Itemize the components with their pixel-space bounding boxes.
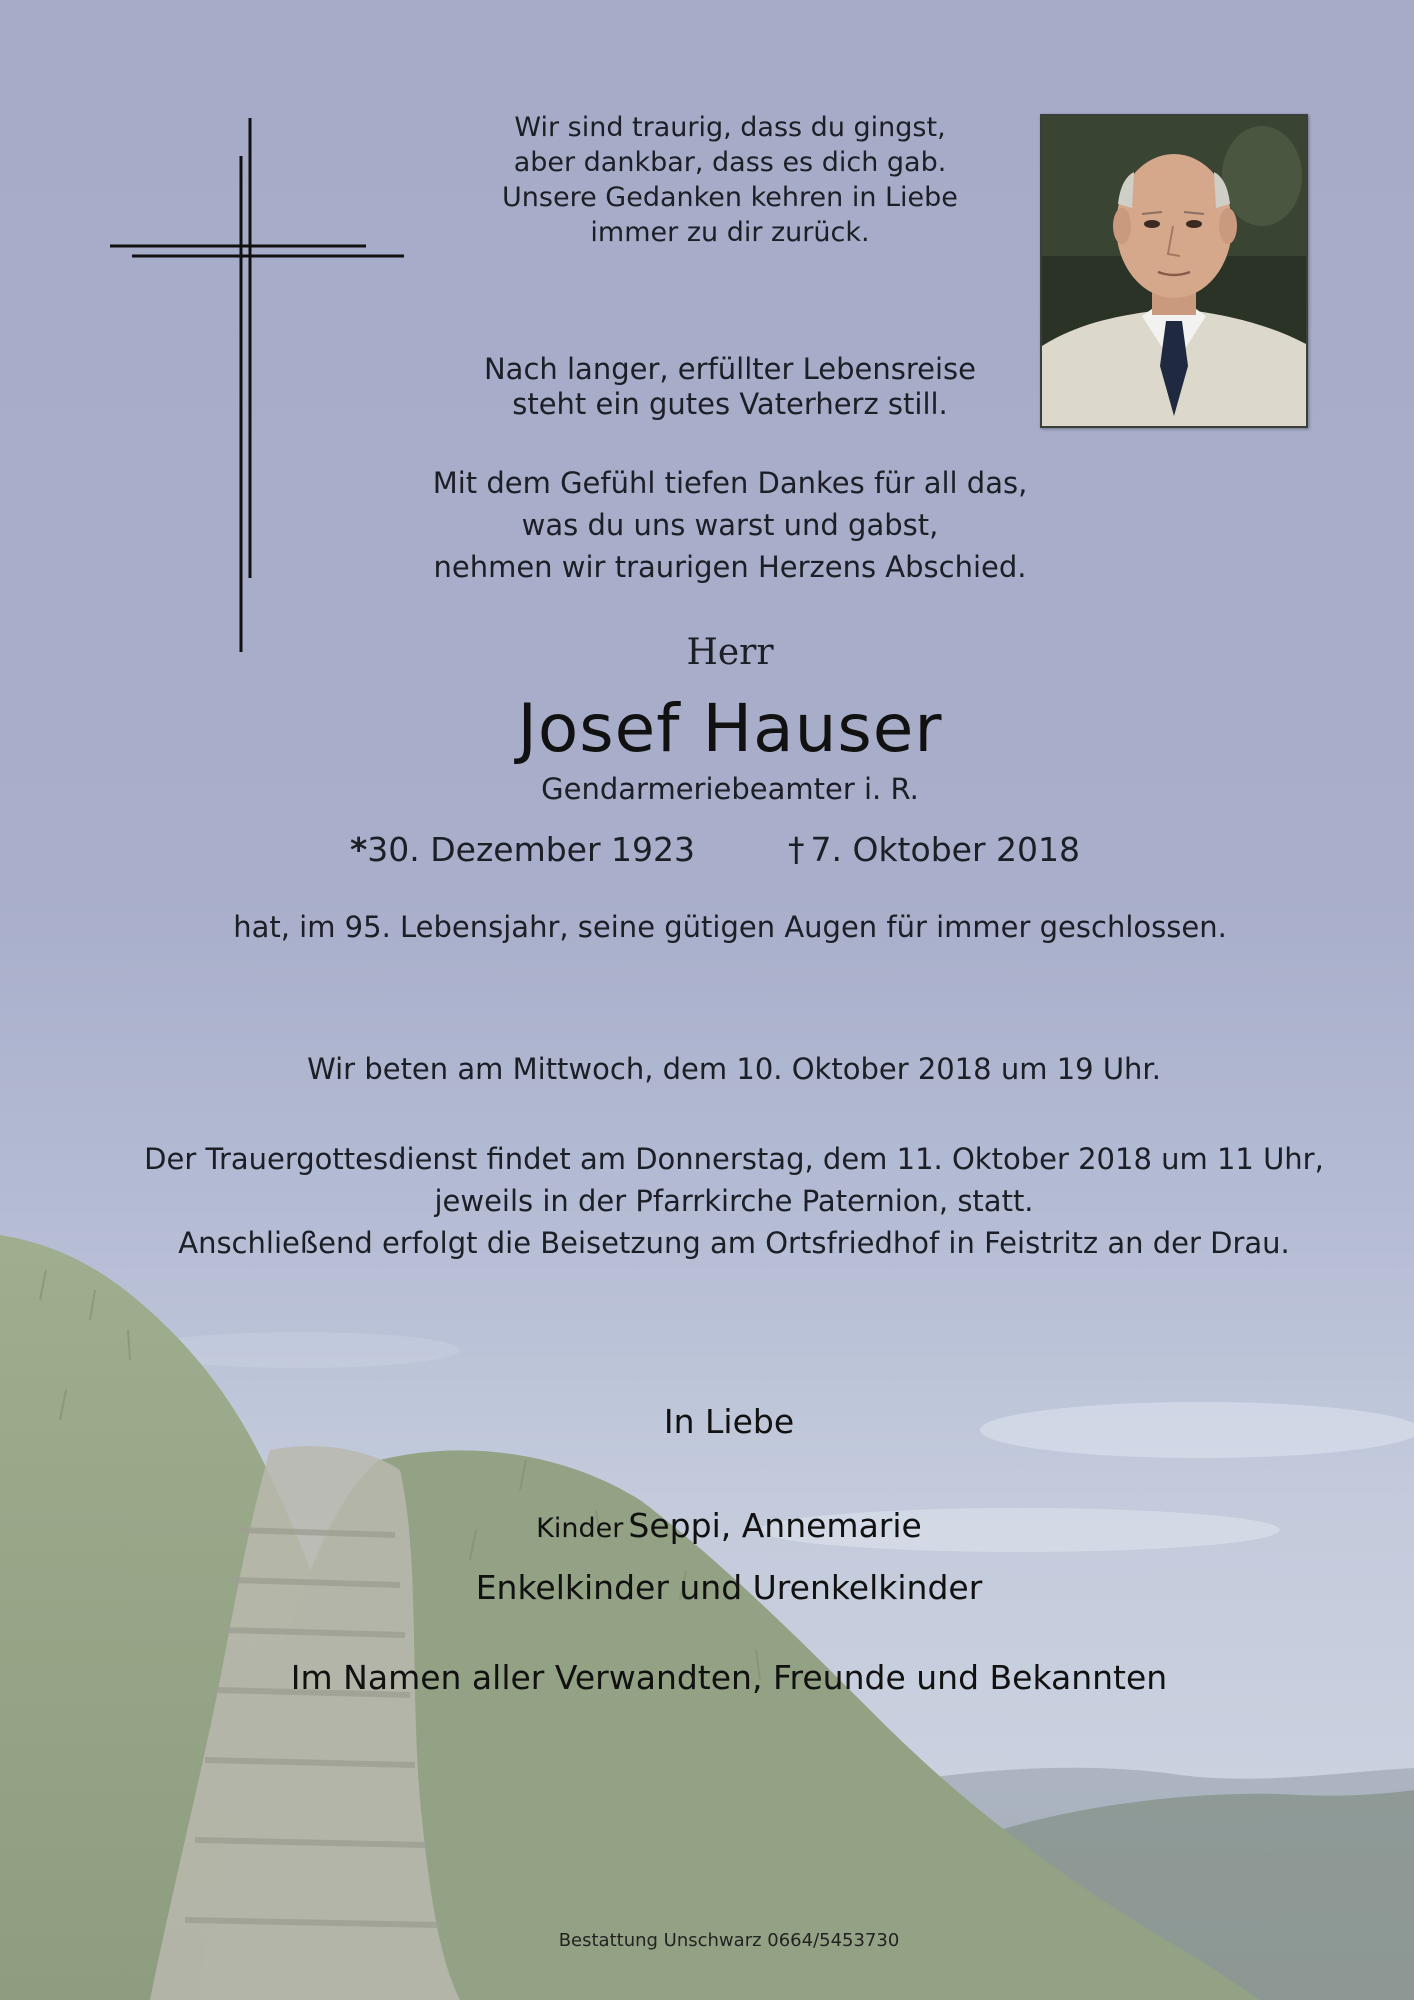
death-date-group bbox=[788, 830, 1080, 869]
grandchildren-line: Enkelkinder und Urenkelkinder bbox=[475, 1568, 983, 1607]
profession: Gendarmeriebeamter i. R. bbox=[541, 772, 919, 806]
verse-two bbox=[360, 352, 1100, 422]
verse-line: Wir sind traurig, dass du gingst, bbox=[514, 112, 946, 143]
birth-date: 30. Dezember 1923 bbox=[367, 830, 696, 869]
relatives-line: Im Namen aller Verwandten, Freunde und Bekannten bbox=[290, 1658, 1168, 1697]
verse-line: Mit dem Gefühl tiefen Dankes für all das, bbox=[432, 466, 1028, 500]
death-symbol: † bbox=[788, 830, 805, 869]
children-names: Seppi, Annemarie bbox=[628, 1506, 922, 1545]
verse-line: Nach langer, erfüllter Lebensreise bbox=[483, 352, 976, 386]
verse-three bbox=[360, 462, 1100, 588]
service-line: Anschließend erfolgt die Beisetzung am Ortsfriedhof in Feistritz an der Drau. bbox=[178, 1226, 1290, 1260]
death-date: 7. Oktober 2018 bbox=[810, 830, 1080, 869]
verse-line: was du uns warst und gabst, bbox=[521, 508, 939, 542]
verse-line: steht ein gutes Vaterherz still. bbox=[512, 387, 948, 421]
verse-line: Unsere Gedanken kehren in Liebe bbox=[502, 182, 958, 213]
children-line bbox=[0, 1506, 1414, 1545]
birth-date-group bbox=[350, 830, 695, 869]
verse-one bbox=[360, 110, 1100, 250]
service-line: Der Trauergottesdienst findet am Donnerstag, dem 11. Oktober 2018 um 11 Uhr, bbox=[144, 1142, 1324, 1176]
funeral-home-credit: Bestattung Unschwarz 0664/5453730 bbox=[558, 1930, 900, 1951]
children-label: Kinder bbox=[536, 1513, 624, 1544]
in-love-heading: In Liebe bbox=[663, 1402, 795, 1441]
prayer-announcement: Wir beten am Mittwoch, dem 10. Oktober 2018 um 19 Uhr. bbox=[307, 1052, 1161, 1086]
service-line: jeweils in der Pfarrkirche Paternion, statt. bbox=[434, 1184, 1034, 1218]
service-announcement bbox=[0, 1138, 1414, 1264]
verse-line: aber dankbar, dass es dich gab. bbox=[513, 147, 947, 178]
deceased-name: Josef Hauser bbox=[517, 690, 943, 767]
verse-line: immer zu dir zurück. bbox=[590, 217, 870, 248]
birth-symbol: * bbox=[350, 830, 368, 869]
salutation: Herr bbox=[686, 632, 774, 673]
verse-line: nehmen wir traurigen Herzens Abschied. bbox=[433, 550, 1027, 584]
age-line: hat, im 95. Lebensjahr, seine gütigen Augen für immer geschlossen. bbox=[233, 910, 1227, 944]
